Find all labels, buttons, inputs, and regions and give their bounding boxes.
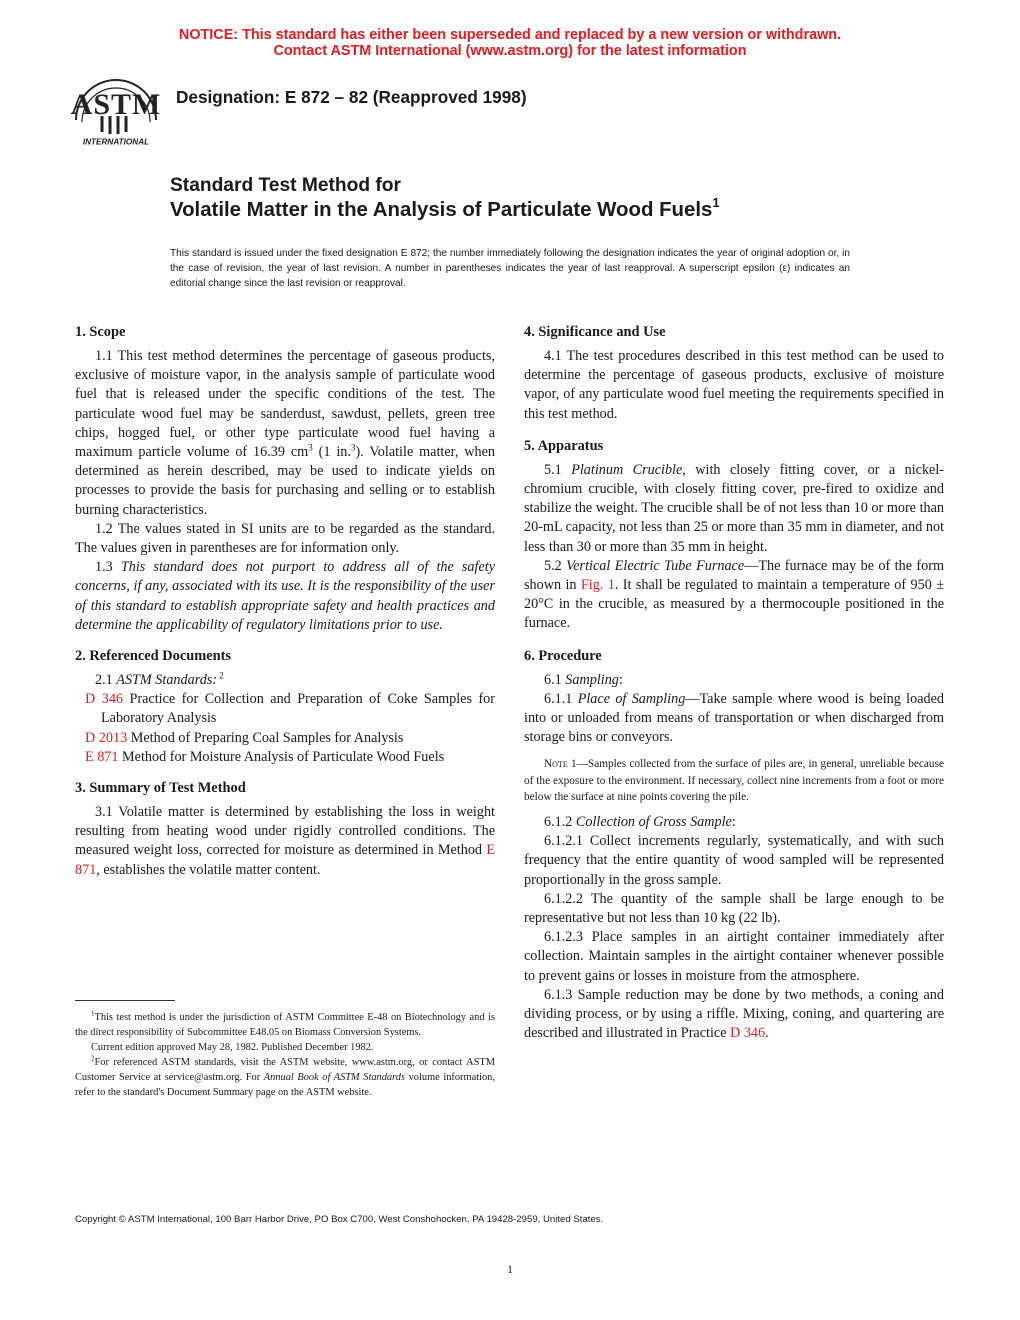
e871-link[interactable]: E 871 (75, 842, 495, 878)
para-6-1-2: 6.1.2 Collection of Gross Sample: (544, 813, 736, 830)
footnote-rule (75, 1000, 175, 1001)
footnote-1b: Current edition approved May 28, 1982. Published December 1982. (91, 1042, 374, 1054)
section-4-heading: 4. Significance and Use (524, 324, 666, 340)
ref-e871: E 871 Method for Moisture Analysis of Particulate Wood Fuels (85, 748, 445, 765)
para-6-1-1: 6.1.1 Place of Sampling—Take sample where wood is being loaded into or unloaded from means of transportation or when discharged from storage bins or conveyors. (524, 690, 944, 746)
ref-d2013: D 2013 Method of Preparing Coal Samples for Analysis (85, 729, 404, 746)
page-number: 1 (507, 1262, 513, 1276)
para-1-3: 1.3 This standard does not purport to address all of the safety concerns, if any, associated with its use. It is the responsibility of the user of this standard to establish appropriate safety and health practices and determine the applicability of regulatory limitations prior to use. (75, 559, 495, 633)
issued-note: This standard is issued under the fixed designation E 872; the number immediately following the designation indicates the year of original adoption or, in the case of revision, the year of last revision. A number in parentheses indicates the year of last reapproval. A superscript epsilon (ε) indicates an editorial change since the last revision or reapproval. (170, 248, 850, 289)
fig-1-link[interactable]: Fig. 1 (580, 577, 615, 594)
para-6-1: 6.1 Sampling: (544, 671, 623, 688)
designation: Designation: E 872 – 82 (Reapproved 1998) (176, 87, 527, 107)
title-text: Volatile Matter in the Analysis of Particulate Wood Fuels (170, 199, 713, 221)
title-line-2 (170, 195, 720, 222)
title-line-1: Standard Test Method for (170, 175, 401, 196)
para-2-1: 2.1 ASTM Standards: $^2$ (95, 670, 224, 689)
notice-line-2: Contact ASTM International (www.astm.org) for the latest information (273, 43, 747, 59)
section-3-heading: 3. Summary of Test Method (75, 780, 246, 797)
footnote-2: $^2$For referenced ASTM standards, visit the ASTM website, www.astm.org, or contact ASTM Customer Service at service@astm.org. For Annual Book of ASTM Standards volume information, refer to the standard's Document Summary page on the ASTM website. (75, 1054, 495, 1099)
para-3-1: 3.1 Volatile matter is determined by establishing the loss in weight resulting from heating wood under rigidly controlled conditions. The measured weight loss, corrected for moisture as determined in Method E 871, establishes the volatile matter content. (75, 804, 495, 878)
d346-link[interactable]: D 346 (730, 1025, 766, 1042)
section-2-heading: 2. Referenced Documents (75, 648, 231, 665)
section-5-heading: 5. Apparatus (524, 437, 604, 454)
title-footnote-mark: 1 (712, 195, 720, 210)
ref-d2013-link[interactable]: D 2013 (85, 729, 128, 746)
para-6-1-3: 6.1.3 Sample reduction may be done by two methods, a coning and dividing process, or by using a riffle. Mixing, coning, and quartering are described and illustrated in Practice D 346. (524, 986, 944, 1042)
para-6-1-2-1: 6.1.2.1 Collect increments regularly, systematically, and with such frequency that the entire quantity of wood sampled will be represented proportionally in the gross sample. (524, 833, 944, 888)
notice-line-1: NOTICE: This standard has either been superseded and replaced by a new version or withdrawn. (178, 27, 842, 43)
right-column (524, 323, 944, 1043)
para-4-1: 4.1 The test procedures described in this test method can be used to determine the percentage of gaseous products, exclusive of moisture vapor, of any particulate wood fuel meeting the requirements specified in this test method. (524, 348, 944, 422)
svg-text:INTERNATIONAL: INTERNATIONAL (82, 137, 150, 147)
note-1: Note 1—Samples collected from the surface of piles are, in general, unreliable because of the exposure to the environment. If necessary, collect nine increments from a foot or more below the surface at nine points covering the pile. (524, 758, 944, 804)
ref-d346-link[interactable]: D 346 (85, 691, 124, 708)
svg-text:ASTM: ASTM (70, 88, 162, 121)
para-6-1-2-2: 6.1.2.2 The quantity of the sample shall be large enough to be representative but not less than 10 kg (22 lb). (524, 890, 944, 926)
para-1-2: 1.2 The values stated in SI units are to be regarded as the standard. The values given in parentheses are for information only. (75, 520, 495, 557)
left-column (75, 323, 495, 880)
astm-logo (68, 76, 164, 150)
section-6-heading: 6. Procedure (524, 647, 602, 664)
footnotes (75, 1010, 495, 1101)
copyright: Copyright © ASTM International, 100 Barr Harbor Drive, PO Box C700, West Conshohocken, PA 19428-2959, United States. (75, 1214, 604, 1225)
footnote-1: $^1$This test method is under the jurisdiction of ASTM Committee E-48 on Biotechnology and is the direct responsibility of Subcommittee E48.05 on Biomass Conversion Systems. (75, 1009, 495, 1039)
ref-d346: D 346 Practice for Collection and Preparation of Coke Samples for Laboratory Analysis (85, 691, 495, 727)
section-1-heading: 1. Scope (75, 324, 126, 340)
para-5-1: 5.1 Platinum Crucible, with closely fitting cover, or a nickel-chromium crucible, with closely fitting cover, pre-fired to oxidize and stabilize the weight. The crucible shall be of not less than 10 or more than 20-mL capacity, not less than 25 or more than 35 mm in diameter, and not less than 30 or more than 35 mm in height. (524, 461, 945, 555)
para-5-2: 5.2 Vertical Electric Tube Furnace—The furnace may be of the form shown in Fig. 1. It shall be regulated to maintain a temperature of 950 ± 20°C in the crucible, as measured by a thermocouple positioned in the furnace. (524, 557, 945, 632)
para-1-1: 1.1 This test method determines the percentage of gaseous products, exclusive of moisture vapor, in the analysis sample of particulate wood fuel that is released under the specific conditions of the test. The particulate wood fuel may be sanderdust, sawdust, pellets, green tree chips, hogged fuel, or other type particulate wood fuel having a maximum particle volume of 16.39 $cm^3$ (1 in.$^3$). Volatile matter, when determined as herein described, may be used to indicate yields on processes to provide the basis for purchasing and selling or to establish burning characteristics. (75, 348, 495, 518)
ref-e871-link[interactable]: E 871 (85, 748, 119, 765)
para-6-1-2-3: 6.1.2.3 Place samples in an airtight container immediately after collection. Maintain samples in the airtight container whenever possible to prevent gains or losses in moisture from the atmosphere. (524, 929, 944, 984)
